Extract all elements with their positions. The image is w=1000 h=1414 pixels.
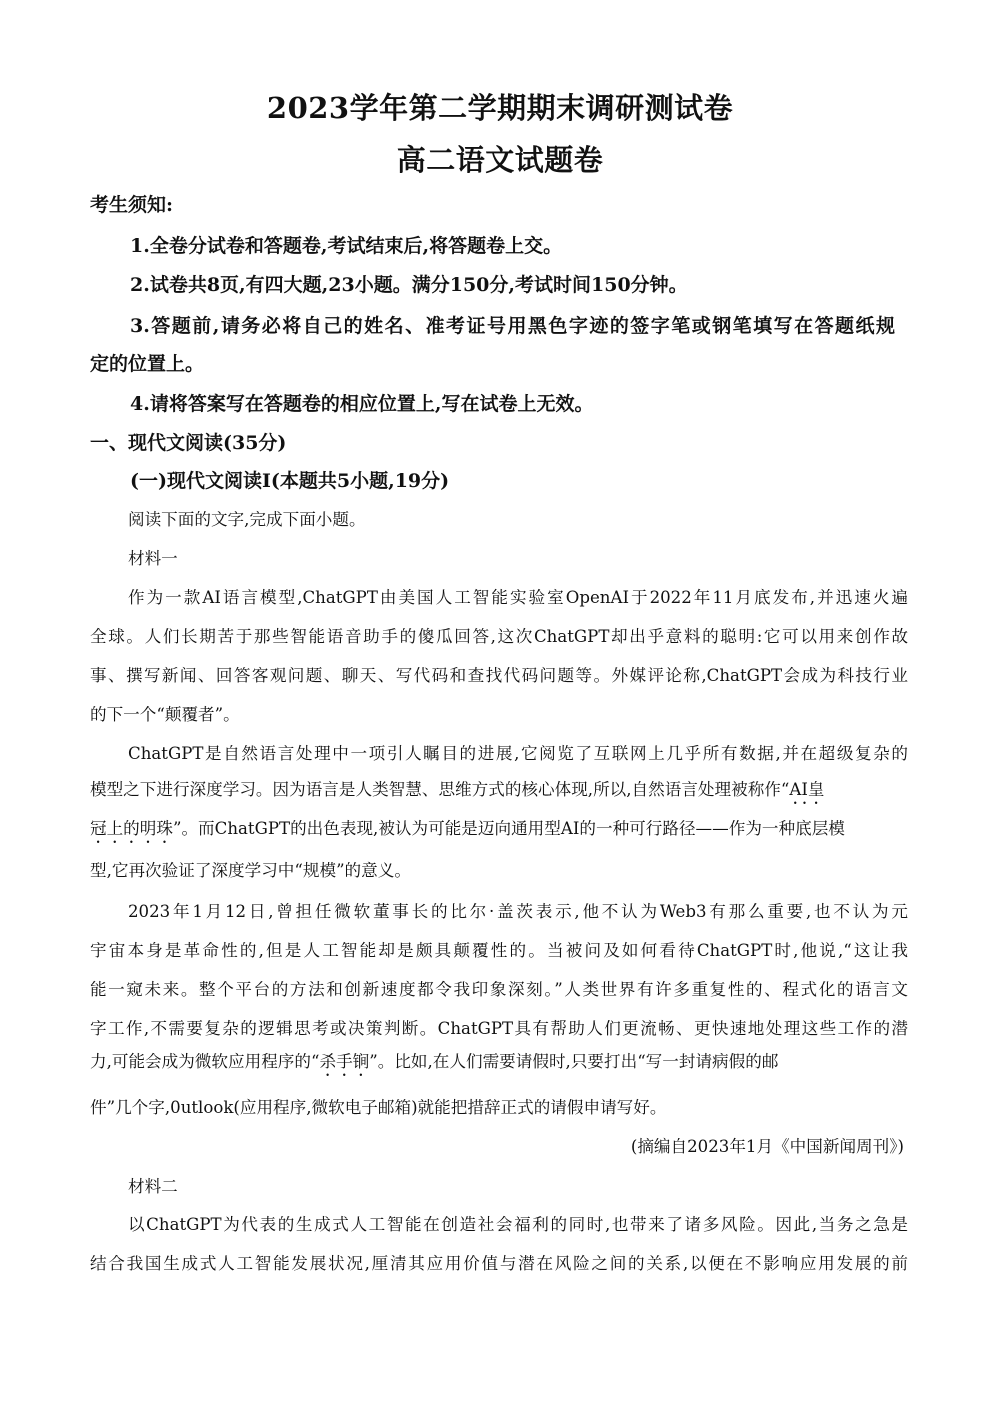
emphasized-text: AI皇 [789, 780, 825, 799]
material-1-line: 型,它再次验证了深度学习中“规模”的意义。 [90, 861, 411, 880]
text-run: 模型之下进行深度学习。因为语言是人类智慧、思维方式的核心体现,所以,自然语言处理被称作“ [90, 780, 790, 799]
material-1-line: 的下一个“颠覆者”。 [90, 705, 240, 724]
emphasized-text: 杀手锏 [319, 1052, 370, 1071]
text-run: ”。比如,在人们需要请假时,只要打出“写一封请病假的邮 [369, 1052, 779, 1071]
text-run: 力,可能会成为微软应用程序的“ [90, 1052, 320, 1071]
material-1-line [90, 776, 908, 808]
material-1-line: 事、撰写新闻、回答客观问题、聊天、写代码和查找代码问题等。外媒评论称,ChatGPT会成为科技行业 [90, 666, 908, 685]
notice-item-1: 1.全卷分试卷和答题卷,考试结束后,将答题卷上交。 [130, 235, 563, 257]
material-1-line: 全球。人们长期苦于那些智能语音助手的傻瓜回答,这次ChatGPT却出乎意料的聪明:它可以用来创作故 [90, 627, 908, 646]
material-1-line [90, 1048, 908, 1080]
notice-item-4: 4.请将答案写在答题卷的相应位置上,写在试卷上无效。 [130, 393, 594, 415]
material-1-line: 件”几个字,0utlook(应用程序,微软电子邮箱)就能把措辞正式的请假申请写好。 [90, 1098, 667, 1117]
exam-title: 2023学年第二学期期末调研测试卷 [266, 91, 734, 125]
material-1-line: 宇宙本身是革命性的,但是人工智能却是颇具颠覆性的。当被问及如何看待ChatGPT时,他说,“这让我 [90, 941, 908, 960]
material-2-line: 结合我国生成式人工智能发展状况,厘清其应用价值与潜在风险之间的关系,以便在不影响应用发展的前 [90, 1254, 908, 1273]
text-run: ”。而ChatGPT的出色表现,被认为可能是迈向通用型AI的一种可行路径——作为一种底层模 [172, 819, 845, 838]
material-2-line: 以ChatGPT为代表的生成式人工智能在创造社会福利的同时,也带来了诸多风险。因此,当务之急是 [128, 1215, 908, 1234]
reading-instruction: 阅读下面的文字,完成下面小题。 [128, 510, 366, 529]
material-1-label: 材料一 [128, 549, 178, 568]
notice-item-2: 2.试卷共8页,有四大题,23小题。满分150分,考试时间150分钟。 [130, 274, 688, 296]
material-1-line: 能一窥未来。整个平台的方法和创新速度都令我印象深刻。”人类世界有许多重复性的、程式化的语言文 [90, 980, 908, 999]
material-1-line: 作为一款AI语言模型,ChatGPT由美国人工智能实验室OpenAI于2022年11月底发布,并迅速火遍 [128, 588, 908, 607]
material-1-line [90, 815, 908, 847]
material-1-line: 字工作,不需要复杂的逻辑思考或决策判断。ChatGPT具有帮助人们更流畅、更快速地处理这些工作的潜 [90, 1019, 908, 1038]
material-1-source: (摘编自2023年1月《中国新闻周刊》) [630, 1137, 904, 1156]
notice-item-3-cont: 定的位置上。 [90, 353, 205, 375]
material-1-line: ChatGPT是自然语言处理中一项引人瞩目的进展,它阅览了互联网上几乎所有数据,并在超级复杂的 [128, 744, 908, 763]
section-heading: 一、现代文阅读(35分) [90, 432, 287, 454]
notice-heading: 考生须知: [90, 194, 174, 216]
exam-subtitle: 高二语文试题卷 [396, 143, 604, 177]
notice-item-3: 3.答题前,请务必将自己的姓名、准考证号用黑色字迹的签字笔或钢笔填写在答题纸规 [130, 315, 895, 337]
material-1-line: 2023年1月12日,曾担任微软董事长的比尔·盖茨表示,他不认为Web3有那么重要,也不认为元 [128, 902, 908, 921]
emphasized-text: 冠上的明珠 [90, 819, 173, 838]
sub-section-heading: (一)现代文阅读Ⅰ(本题共5小题,19分) [130, 470, 450, 492]
material-2-label: 材料二 [128, 1177, 178, 1196]
